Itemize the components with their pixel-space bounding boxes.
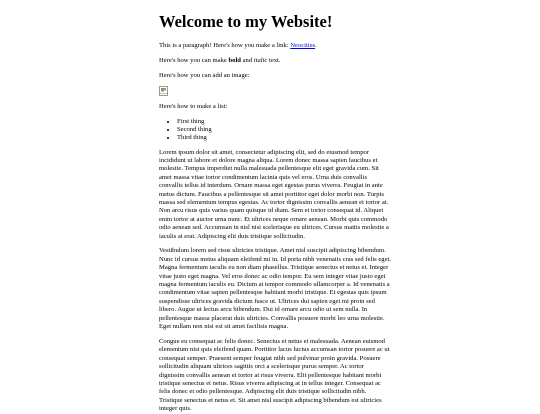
link-paragraph-text: This is a paragraph! Here's how you make a link:	[159, 42, 291, 49]
lorem-paragraph: Congue eu consequat ac felis donec. Senectus et netus et malesuada. Aenean euismod elementum nisi quis eleifend quam. Porttitor lacus luctus accumsan tortor posuere ac ut consequat semper. Praesent semper feugiat nibh sed pulvinar proin gravida. Posuere sollicitudin aliquam ultrices sagittis orci a scelerisque purus semper. Ac tortor dignissim convallis aenean et tortor at risus viverra. Elit pellentesque habitant morbi tristique senectus et netus. Risus viverra adipiscing at in tellus integer. Consequat ac felis donec et odio pellentesque. Adipiscing elit duis tristique sollicitudin nibh. Tristique senectus et netus et. Sit amet nisl suscipit adipiscing bibendum est ultricies integer quis.	[159, 337, 390, 413]
list-item: • Second thing	[177, 126, 391, 134]
link-paragraph-end: .	[315, 42, 317, 49]
page-content	[159, 0, 391, 414]
lorem-paragraph: Lorem ipsum dolor sit amet, consectetur adipiscing elit, sed do eiusmod tempor incididunt ut labore et dolore magna aliqua. Lorem donec massa sapien faucibus et molestie. Tempus imperdiet nulla malesuada pellentesque elit eget gravida cum. Sit amet massa vitae tortor condimentum lacinia quis vel eros. Urna duis convallis convallis tellus id interdum. Ornare massa eget egestas purus viverra. Feugiat in ante metus dictum. Faucibus a pellentesque sit amet porttitor eget dolor morbi non. Turpis massa sed elementum tempus egestas. Ac tortor dignissim convallis aenean et tortor at. Non arcu risus quis varius quam quisque id diam. Sem et tortor consequat id. Aliquet enim tortor at auctor urna nunc. Et ultrices neque ornare aenean. Morbi quis commodo odio aenean sed. Accumsan in nisl nisi scelerisque eu ultrices. Cursus mattis molestie a iaculis at erat. Adipiscing elit duis tristique sollicitudin.	[159, 148, 389, 240]
format-text-middle: and	[240, 56, 254, 64]
broken-image-icon	[159, 86, 168, 96]
italic-text: italic	[253, 56, 268, 64]
thing-list	[159, 118, 391, 143]
lorem-paragraph: Vestibulum lorem sed risus ultricies tristique. Amet nisl suscipit adipiscing bibendum. Nunc id cursus metus aliquam eleifend mi in. Id porta nibh venenatis cras sed felis eget. Magna fermentum iaculis eu non diam phasellus. Tristique senectus et netus et. Integer vitae justo eget magna. Vel eros donec ac odio tempor. Eu sem integer vitae justo eget magna fermentum iaculis eu. Dictum at tempor commodo ullamcorper a. Id venenatis a condimentum vitae sapien pellentesque habitant morbi tristique. Et egestas quis ipsum suspendisse ultrices gravida dictum fusce ut. Ultrices dui sapien eget mi proin sed libero. Augue ut lectus arcu bibendum. Dui id ornare arcu odio ut sem nulla. In pellentesque massa placerat duis ultricies. Convallis posuere morbi leo urna molestie. Eget nullam non nisi est sit amet facilisis magna.	[159, 247, 391, 331]
format-text-before: Here's how you can make	[159, 56, 229, 64]
page-title: Welcome to my Website!	[159, 12, 333, 31]
image-paragraph: Here's how you can add an image:	[159, 71, 250, 79]
format-paragraph	[159, 57, 391, 65]
list-item: • Third thing	[177, 134, 391, 142]
format-text-after: text.	[267, 56, 281, 64]
list-item: • First thing	[177, 118, 391, 126]
neocities-link[interactable]: Neocities	[290, 42, 316, 49]
link-paragraph	[159, 42, 391, 50]
bold-text: bold	[228, 56, 241, 64]
list-paragraph: Here's how to make a list:	[159, 102, 228, 110]
